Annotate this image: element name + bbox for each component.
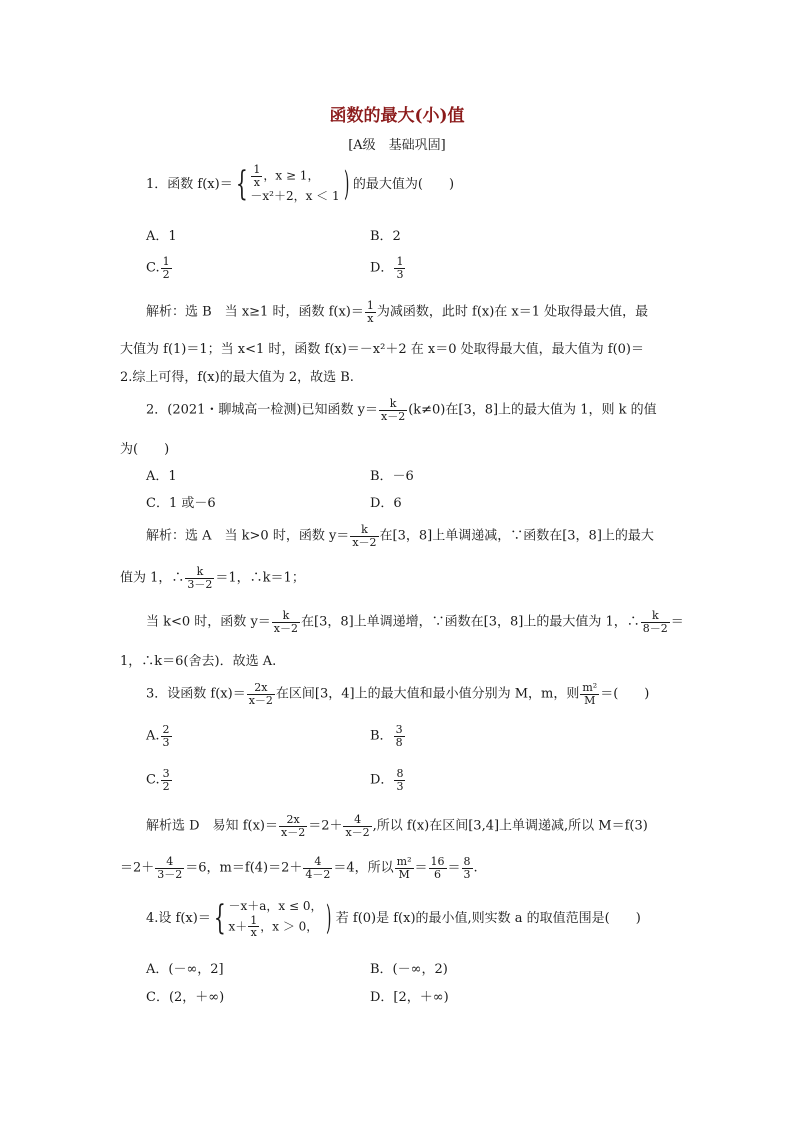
q3-option-d: D． $\frac{8}{3}$	[370, 767, 404, 793]
q1-solution-line1: 解析：选 B 当 x≥1 时，函数 f(x)＝ $\frac{1}{x}$ 为减函数，此时 f(x)在 x＝1 处取得最大值，最	[146, 299, 649, 325]
q3-option-a: A. $\frac{2}{3}$	[146, 723, 170, 749]
q4-stem-prefix: 4.设 f(x)＝	[146, 910, 211, 926]
q3-sol2-frac1: $\frac{4}{3-2}$	[157, 855, 183, 881]
q4-option-b: B．(－∞，2)	[370, 962, 448, 977]
q1-stem-prefix: 1．函数	[146, 176, 194, 192]
q1-stem-suffix: 的最大值为( )	[352, 176, 455, 192]
q3-sol2-frac2: $\frac{4}{4-2}$	[305, 855, 331, 881]
left-brace: {	[235, 164, 248, 205]
q2-stem-frac: $\frac{k}{x-2}$	[380, 397, 406, 423]
q3-option-c: C. $\frac{3}{2}$	[146, 767, 170, 793]
q4-piecewise: －x＋a，x ≤ 0， x＋ $\frac{1}{x}$ ，x ＞ 0，	[228, 899, 323, 940]
q1-fx: f(x)＝	[197, 176, 233, 192]
q2-solution-line3: 当 k<0 时，函数 y＝ $\frac{k}{x-2}$ 在[3，8]上单调递增，∵函数在[3，8]上的最大值为 1，∴ $\frac{k}{8-2}$ ＝	[146, 609, 684, 635]
q2-option-c: C．1 或－6	[146, 496, 216, 511]
q3-sol2-frac3: $\frac{\text{m²}}{M}$	[396, 855, 412, 881]
q1-piecewise	[250, 164, 339, 205]
q3-stem-frac: $\frac{2x}{x-2}$	[248, 681, 273, 707]
q1-stem	[146, 164, 454, 205]
q2-solution-line1: 解析：选 A 当 k>0 时，函数 y＝ $\frac{k}{x-2}$ 在[3，8]上单调递减，∵函数在[3，8]上的最大	[146, 523, 654, 549]
q3-option-a-frac: $\frac{2}{3}$	[162, 723, 170, 749]
q1-sol-frac: $\frac{1}{x}$	[366, 299, 374, 325]
q3-sol1-frac1: $\frac{2x}{x-2}$	[280, 813, 306, 839]
right-bracket: )	[326, 898, 332, 939]
q3-sol2-frac5: $\frac{8}{3}$	[463, 855, 471, 881]
q3-option-d-frac: $\frac{8}{3}$	[396, 767, 404, 793]
q4-stem	[146, 898, 641, 939]
q3-sol2-frac4: $\frac{16}{6}$	[430, 855, 445, 881]
q2-stem-line2: 为( )	[120, 442, 170, 457]
q4-option-a: A．(－∞，2]	[146, 962, 224, 977]
q2-option-a: A．1	[146, 469, 177, 484]
q2-sol1-frac: $\frac{k}{x-2}$	[352, 523, 377, 549]
q1-option-d: D． $\frac{1}{3}$	[370, 255, 404, 281]
q2-solution-line4: 1，∴k＝6(舍去)．故选 A.	[120, 654, 277, 669]
q3-option-b-frac: $\frac{3}{8}$	[395, 723, 403, 749]
q3-solution-line2: ＝2＋ $\frac{4}{3-2}$ ＝6，m＝f(4)＝2＋ $\frac{4}{4-2}$ ＝4，所以 $\frac{\text{m²}}{M}$ ＝ $\frac{16}{6}$ ＝ $\frac{8}{3}$ .	[120, 855, 478, 881]
q2-sol2-frac: $\frac{k}{3-2}$	[187, 565, 213, 591]
q3-solution-line1: 解析选 D 易知 f(x)＝ $\frac{2x}{x-2}$ ＝2＋ $\frac{4}{x-2}$ ,所以 f(x)在区间[3,4]上单调递减,所以 M＝f(3)	[146, 813, 648, 839]
left-brace: {	[213, 898, 226, 939]
q1-solution-line3: 2.综上可得，f(x)的最大值为 2，故选 B.	[120, 370, 354, 385]
q4-case1: －x＋a，x ≤ 0，	[228, 899, 323, 913]
page-title: 函数的最大(小)值	[329, 106, 465, 126]
q2-stem-line1: 2．(2021・聊城高一检测)已知函数 y＝ $\frac{k}{x-2}$ (k≠0)在[3，8]上的最大值为 1，则 k 的值	[146, 397, 657, 423]
q3-sol1-frac2: $\frac{4}{x-2}$	[345, 813, 370, 839]
q1-option-c: C. $\frac{1}{2}$	[146, 255, 170, 281]
q2-solution-line2: 值为 1，∴ $\frac{k}{3-2}$ ＝1，∴k＝1；	[120, 565, 305, 591]
q4-option-c: C．(2，＋∞)	[146, 990, 225, 1005]
q3-option-c-frac: $\frac{3}{2}$	[162, 767, 170, 793]
section-level: [A级 基础巩固]	[348, 138, 446, 153]
q2-option-b: B．－6	[370, 469, 414, 484]
q4-option-d: D．[2，＋∞)	[370, 990, 449, 1005]
q1-option-b: B．2	[370, 229, 401, 244]
q1-case1-frac: $\frac{1}{x}$	[253, 163, 261, 189]
q1-case2: －x²＋2，x ＜ 1	[250, 189, 340, 204]
q4-stem-suffix: 若 f(0)是 f(x)的最小值,则实数 a 的取值范围是( )	[335, 910, 641, 926]
q1-option-d-frac: $\frac{1}{3}$	[396, 255, 404, 281]
q2-sol3-frac: $\frac{k}{x-2}$	[273, 609, 298, 635]
q3-stem-frac2: $\frac{\text{m²}}{M}$	[582, 681, 598, 707]
right-bracket: )	[343, 164, 349, 205]
q2-sol3-frac2: $\frac{k}{8-2}$	[642, 609, 668, 635]
q3-option-b: B． $\frac{3}{8}$	[370, 723, 403, 749]
q1-option-a: A．1	[146, 229, 177, 244]
q1-option-c-frac: $\frac{1}{2}$	[162, 255, 170, 281]
q2-option-d: D．6	[370, 496, 402, 511]
q1-solution-line2: 大值为 f(1)＝1；当 x<1 时，函数 f(x)＝－x²＋2 在 x＝0 处取得最大值，最大值为 f(0)＝	[120, 342, 644, 357]
q4-case2-frac: $\frac{1}{x}$	[250, 913, 258, 940]
q3-stem: 3．设函数 f(x)＝ $\frac{2x}{x-2}$ 在区间[3，4]上的最大值和最小值分别为 M，m，则 $\frac{\text{m²}}{M}$ ＝( )	[146, 681, 650, 707]
q1-case1-rest: ，x ≥ 1，	[263, 168, 320, 183]
